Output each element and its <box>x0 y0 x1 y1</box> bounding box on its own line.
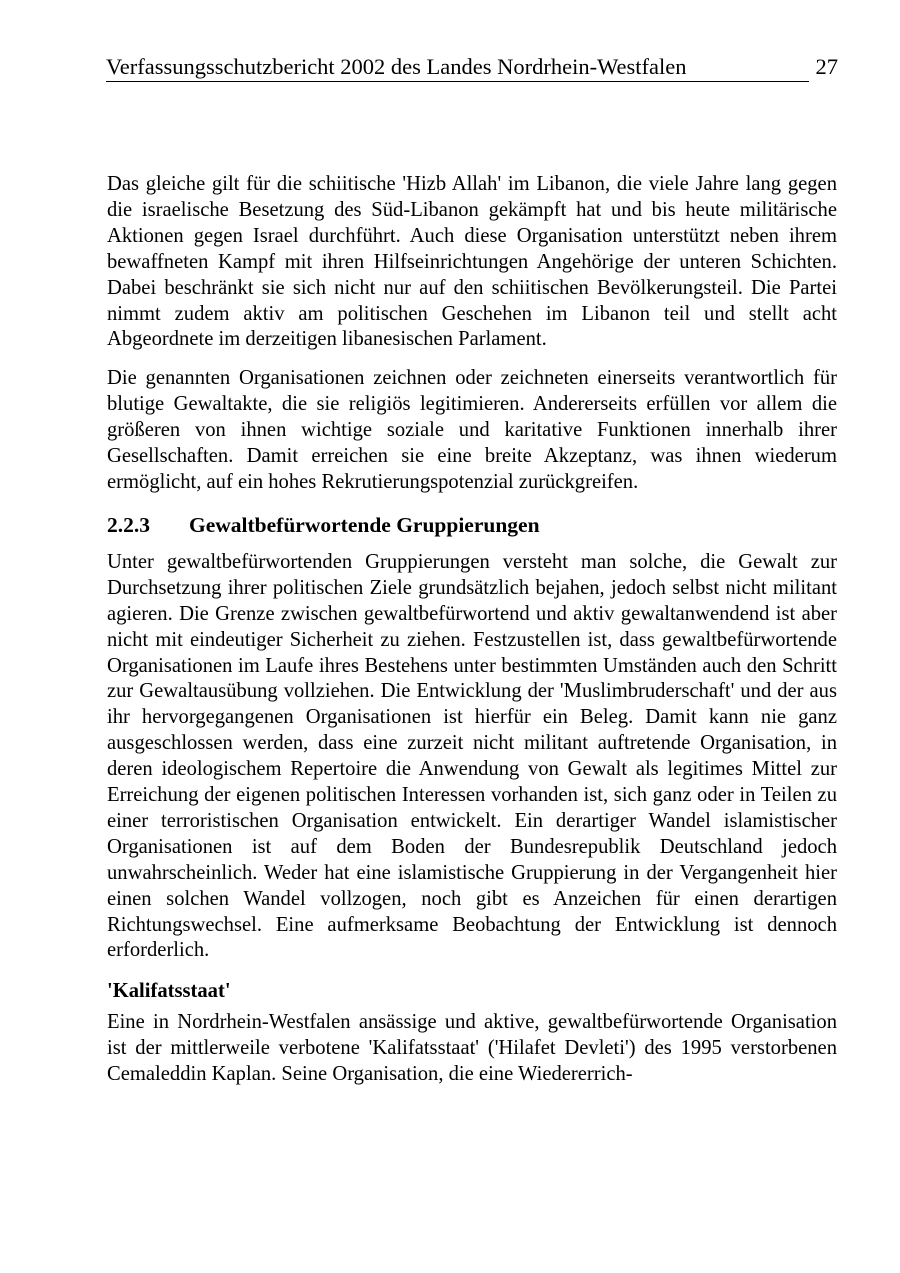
header-rule <box>106 81 809 82</box>
paragraph-organisationen: Die genannten Organisationen zeichnen oder zeichneten einerseits verantwortlich für blutige Gewaltakte, die sie religiös legitimieren. Andererseits erfüllen vor allem die größeren von ihnen wichtige soziale und karitative Funktionen innerhalb ihrer Gesellschaften. Damit erreichen sie eine breite Akzeptanz, was ihnen wiederum ermöglicht, auf ein hohes Rekrutierungspotenzial zurückgreifen. <box>107 367 837 493</box>
page-number: 27 <box>815 54 838 79</box>
running-header <box>106 54 838 84</box>
section-heading <box>107 512 837 538</box>
section-title: Gewaltbefürwortende Gruppierungen <box>189 512 540 537</box>
page-body <box>107 172 837 1088</box>
paragraph-gewaltbefuerwortende: Unter gewaltbefürwortenden Gruppierungen versteht man solche, die Gewalt zur Durchsetzung ihrer politischen Ziele grundsätzlich bejahen, jedoch selbst nicht militant agieren. Die Grenze zwischen gewaltbefürwortend und aktiv gewaltanwendend ist aber nicht mit eindeutiger Sicherheit zu ziehen. Festzustellen ist, dass gewaltbefürwortende Organisationen im Laufe ihres Bestehens unter bestimmten Umständen auch den Schritt zur Gewaltausübung vollziehen. Die Entwicklung der 'Muslimbruderschaft' und der aus ihr hervorgegangenen Organisationen ist hierfür ein Beleg. Damit kann nie ganz ausgeschlossen werden, dass eine zurzeit nicht militant auftretende Organisation, in deren ideologischem Repertoire die Anwendung von Gewalt als legitimes Mittel zur Erreichung der eigenen politischen Interessen vorhanden ist, sich ganz oder in Teilen zu einer terroristischen Organisation entwickelt. Ein derartiger Wandel islamistischer Organisationen ist auf dem Boden der Bundesrepublik Deutschland jedoch unwahrscheinlich. Weder hat eine islamistische Gruppierung in der Vergangenheit hier einen solchen Wandel vollzogen, noch gibt es Anzeichen für einen derartigen Richtungswechsel. Eine aufmerksame Beobachtung der Entwicklung ist dennoch erforderlich. <box>107 550 837 962</box>
section-number: 2.2.3 <box>107 512 150 537</box>
paragraph-kalifatsstaat: Eine in Nordrhein-Westfalen ansässige und aktive, gewaltbefürwortende Organisation ist der mittlerweile verbotene 'Kalifatsstaat' ('Hilafet Devleti') des 1995 verstorbenen Cemaleddin Kaplan. Seine Organisation, die eine Wiedererrich- <box>107 1011 837 1086</box>
paragraph-hizb-allah: Das gleiche gilt für die schiitische 'Hizb Allah' im Libanon, die viele Jahre lang gegen die israelische Besetzung des Süd-Libanon gekämpft hat und bis heute militärische Aktionen gegen Israel durchführt. Auch diese Organisation unterstützt neben ihrem bewaffneten Kampf mit ihren Hilfseinrichtungen Angehörige der unteren Schichten. Dabei beschränkt sie sich nicht nur auf den schiitischen Bevölkerungsteil. Die Partei nimmt zudem aktiv am politischen Geschehen im Libanon teil und stellt acht Abgeordnete im derzeitigen libanesischen Parlament. <box>107 173 837 351</box>
subsection-heading: 'Kalifatsstaat' <box>107 980 231 1003</box>
header-title: Verfassungsschutzbericht 2002 des Landes Nordrhein-Westfalen <box>106 54 687 79</box>
